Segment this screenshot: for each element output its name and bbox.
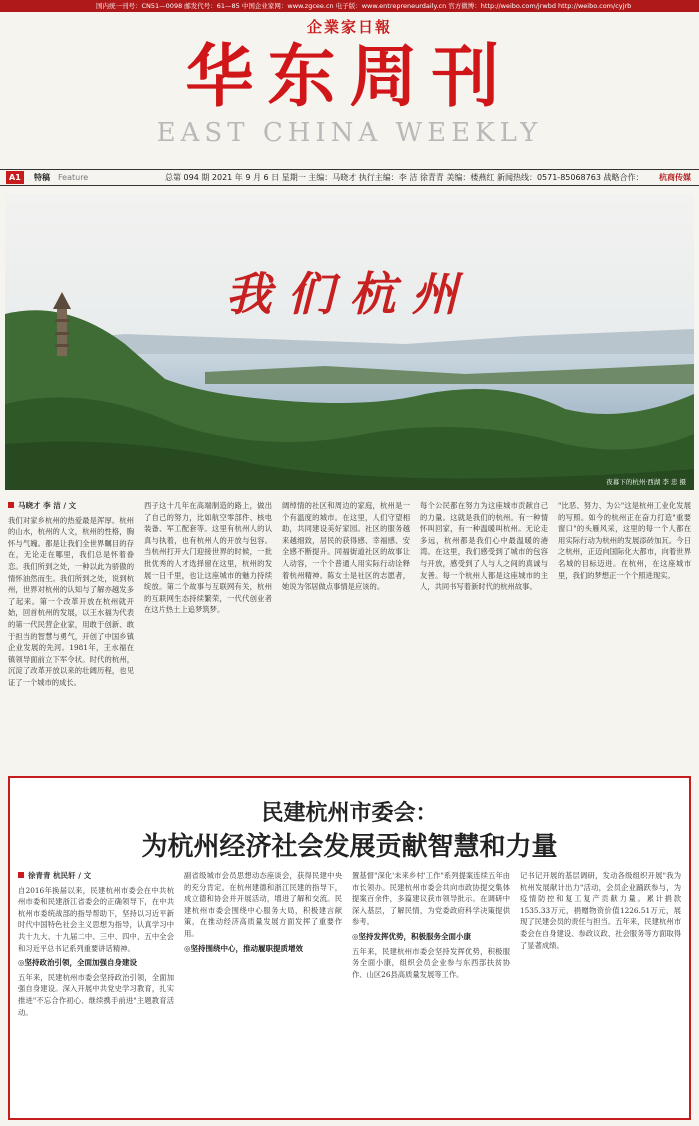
masthead-english-title: EAST CHINA WEEKLY [156, 118, 543, 148]
article-text-5: "比恶、努力、为公"这是杭州工业化发展的写照。如今的杭州正在奋力打造"重要窗口"的头雁风采，这里的每一个人都在用实际行动为杭州的发展添砖加瓦。今日之杭州，正迈向国际化大都市，向着世界名城的目标迈进。在杭州，在这座城市里，我们的梦想正一个个照进现实。 [558, 501, 691, 580]
byline-square-icon [8, 502, 14, 508]
byline-text: 马晓才 李 洁 / 文 [18, 501, 77, 510]
feature-subheading-2: ◎坚持围绕中心，推动履职提质增效 [184, 943, 304, 953]
article-column-1 [8, 500, 134, 770]
top-info-bar [0, 0, 699, 12]
article-column-5 [558, 500, 691, 770]
article-text-2: 西子这十几年在高端制造的路上，做出了自己的努力，比如航空零部件、核电装备、军工配套等。这里有杭州人的认真与执着，也有杭州人的开放与包容。当杭州打开大门迎接世界的时候，一批批优秀的人才选择留在这里，杭州的发展一日千里，也让这座城市的魅力持续绽放。第二个故事与互联网有关，杭州的互联网生态持续繁荣，一代代创业者在这片热土上追梦筑梦。 [144, 501, 272, 615]
top-info-text: 国内统一刊号：CN51—0098 邮发代号：61—85 中国企业家网：www.zgcee.cn 电子版：www.entrepreneurdaily.cn 官方微博：http://weibo.com/jrwbd http://weibo.com/cyjrb [96, 2, 632, 10]
feature-byline-text: 徐青青 杭民轩 / 文 [28, 871, 92, 880]
issue-info-bar [0, 169, 699, 186]
feature-subheading-1: ◎坚持政治引领，全面加强自身建设 [18, 958, 138, 968]
page-number: A1 [6, 171, 24, 184]
article-text-3: 阔绰情的社区和周边的家庭，杭州是一个有温度的城市。在这里，人们守望相助，共同建设美好家园。社区的服务越来越细致，居民的获得感、幸福感、安全感不断提升。同福街道社区的故事让人动容，一个个普通人用实际行动诠释着杭州精神。陈女士是社区的志愿者，她说为邻居做点事情是应该的。 [282, 501, 410, 592]
feature-title-line-2: 为杭州经济社会发展贡献智慧和力量 [141, 832, 558, 862]
byline-square-icon [18, 872, 24, 878]
section-name-english: Feature [58, 173, 89, 182]
feature-title-line-1: 民建杭州市委会： [261, 800, 438, 826]
article-column-4 [420, 500, 548, 770]
article-column-2 [144, 500, 272, 770]
feature-text-1: 自2016年换届以来，民建杭州市委会在中共杭州市委和民建浙江省委会的正确领导下，在中共杭州市委统战部的指导帮助下，坚持以习近平新时代中国特色社会主义思想为指导，认真学习中共十九大、十九届二中、三中、四中、五中全会和习近平总书记系列重要讲话精神。 [18, 885, 174, 953]
feature-text-4: 记书记开展的基层调研，发动各级组织开展"我为杭州发展献计出力"活动，会员企业踊跃参与，为疫情防控和复工复产贡献力量。累计捐款1535.33万元，捐赠物资价值1226.51万元，展现了民建会员的责任与担当。五年来，民建杭州市委会在自身建设、参政议政、社会服务等方面取得了显著成绩。 [520, 871, 681, 950]
feature-column-4 [520, 870, 681, 1114]
feature-column-1 [18, 870, 174, 1114]
issue-details: 总第 094 期 2021 年 9 月 6 日 星期一 主编：马晓才 执行主编：李 洁 徐青青 美编：楼燕红 新闻热线：0571-85068763 战略合作： [165, 173, 644, 182]
west-lake-photo [5, 194, 694, 490]
feature-text-3b: 五年来，民建杭州市委会坚持发挥优势，积极服务全面小康，组织会员企业参与东西部扶贫协作、山区26县高质量发展等工作。 [352, 946, 510, 979]
masthead-title: 华东周刊 [185, 38, 514, 117]
article-column-3 [282, 500, 410, 770]
article-byline [8, 500, 134, 512]
feature-column-3 [352, 870, 510, 1114]
feature-subheading-3: ◎坚持发挥优势，积极服务全面小康 [352, 931, 472, 941]
feature-text-2: 副省级城市会员思想动态座谈会，获得民建中央的充分肯定。在杭州建德和浙江民建的指导下，成立德和协会并开展活动，增进了解和交流。民建杭州市委会围绕中心服务大局，积极建言献策，在推动经济高质量发展方面发挥了重要作用。 [184, 871, 342, 938]
feature-text-1b: 五年来，民建杭州市委会坚持政治引领，全面加强自身建设。深入开展中共党史学习教育，扎实推进"不忘合作初心、继续携手前进"主题教育活动。 [18, 972, 174, 1017]
partner-brand: 杭商传媒 [659, 173, 691, 182]
feature-article-box [8, 776, 691, 1120]
feature-text-3: 置基督"深化'未来乡村'工作"系列提案连续五年由市长领办。民建杭州市委会共向市政协提交集体提案百余件，多篇建议获市领导批示。在调研中深入基层，了解民情，为党委政府科学决策提供参考。 [352, 871, 510, 927]
hero-title: 我们杭州 [225, 267, 474, 321]
article-text-4: 每个公民都在努力为这座城市贡献自己的力量。这就是我们的杭州。有一种情怀叫回家，有一种温暖叫杭州。无论走多远，杭州都是我们心中最温暖的港湾。在这里，我们感受到了城市的包容与开放，感受到了人与人之间的真诚与友善。每一个杭州人都是这座城市的主人，共同书写着新时代的杭州故事。 [420, 501, 548, 592]
feature-byline [18, 870, 174, 882]
article-text-1: 我们对家乡杭州的热爱最是浑厚。杭州的山水，杭州的人文，杭州的性格，胸怀与气魄。都是让我们全世界瞩目的存在，无论走在哪里，我们总是怀着眷恋。我们所到之处，一种以此为骄傲的情怀油然而生。我们所到之处，说到杭州，世界对杭州的认知与了解亦越发多了起来。第一个改革开放在杭州就开始，回首杭州的发展，以王水福为代表的第一代民营企业家，用敢于创新、敢于担当的智慧与勇气，开创了中国乡镇企业发展的先河。1981年，王水福在镇领导面前立下军令状。时代的杭州，沉淀了改革开放以来的壮阔历程，也见证了一个城市的成长。 [8, 515, 134, 687]
feature-column-2 [184, 870, 342, 1114]
photo-caption: 夜幕下的杭州·西湖 李 忠 摄 [606, 478, 686, 486]
section-name: 特稿 [34, 173, 50, 182]
hero-photo [5, 194, 694, 490]
paper-name: 企業家日報 [306, 18, 392, 36]
